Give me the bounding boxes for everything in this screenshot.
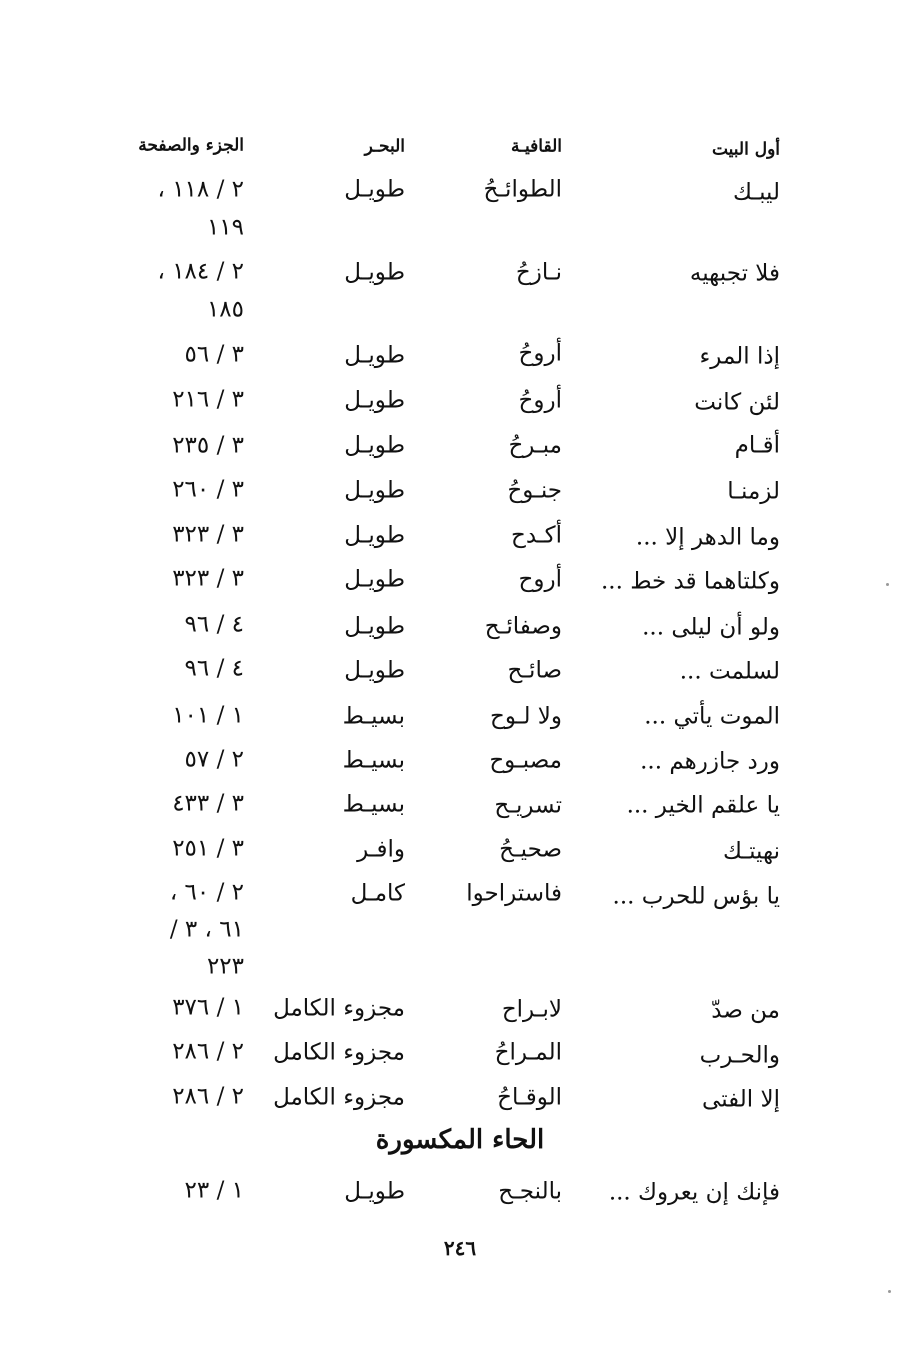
- row-first-verse: وما الدهر إلا ...: [635, 524, 780, 551]
- row-meter: طويـل: [344, 432, 405, 459]
- row-meter: طويـل: [344, 522, 405, 549]
- row-first-verse: لئن كانت: [694, 389, 780, 416]
- row-first-verse: ليبـك: [732, 179, 780, 206]
- row-meter: طويـل: [344, 657, 405, 684]
- row-rhyme: صحيـحُ: [499, 836, 562, 863]
- row-rhyme: مصبـوح: [489, 747, 562, 774]
- row-first-verse: نهيتـك: [722, 838, 780, 865]
- row-reference: ١ / ٢٣: [184, 1177, 244, 1204]
- row-rhyme: أكـدح: [511, 522, 562, 549]
- row-reference: ٢ / ٦٠ ،: [169, 879, 244, 906]
- row-rhyme: أروحُ: [518, 387, 562, 414]
- row-meter: طويـل: [344, 566, 405, 593]
- row-rhyme: تسريـح: [494, 792, 562, 819]
- row-rhyme: فاستراحوا: [466, 880, 562, 907]
- row-meter: طويـل: [344, 259, 405, 286]
- row-first-verse: إلا الفتى: [702, 1086, 780, 1113]
- header-rhyme: القافيـة: [510, 136, 562, 157]
- row-first-verse: من صدّ: [711, 997, 780, 1024]
- row-meter: طويـل: [344, 342, 405, 369]
- scan-speck: [888, 1290, 891, 1293]
- row-rhyme: لابـراح: [501, 996, 562, 1023]
- row-reference: ٢ / ٢٨٦: [172, 1083, 244, 1110]
- row-first-verse: ورد جازرهم ...: [640, 748, 780, 775]
- row-reference: ٣ / ٢١٦: [172, 386, 244, 413]
- row-first-verse: وكلتاهما قد خط ...: [600, 568, 780, 595]
- row-meter: طويـل: [344, 477, 405, 504]
- row-reference: ٢ / ٢٨٦: [172, 1038, 244, 1065]
- row-meter: مجزوء الكامل: [273, 1039, 405, 1066]
- row-reference-cont: ١١٩: [206, 214, 244, 241]
- row-rhyme: أروح: [518, 566, 562, 593]
- row-reference-cont: ١٨٥: [206, 296, 244, 323]
- row-first-verse: والحـرب: [699, 1042, 780, 1069]
- header-first-verse: أول البيت: [711, 139, 780, 160]
- row-reference: ٢ / ١٨٤ ،: [157, 258, 244, 285]
- row-first-verse: لسلمت ...: [679, 658, 780, 685]
- row-rhyme: ولا لـوح: [489, 703, 562, 730]
- row-rhyme: صائـح: [507, 657, 562, 684]
- row-meter: مجزوء الكامل: [273, 995, 405, 1022]
- row-first-verse: إذا المرء: [699, 343, 780, 370]
- row-first-verse: الموت يأتي ...: [644, 703, 780, 730]
- row-rhyme: الوقـاحُ: [497, 1084, 562, 1111]
- row-rhyme: بالنجـح: [498, 1178, 562, 1205]
- row-reference-cont: ٦١ ، ٣ /: [169, 916, 244, 943]
- row-meter: مجزوء الكامل: [273, 1084, 405, 1111]
- row-rhyme: الطوائـحُ: [483, 176, 562, 203]
- row-rhyme: جنـوحُ: [507, 477, 562, 504]
- row-reference: ٣ / ٥٦: [184, 341, 244, 368]
- row-first-verse: ولو أن ليلى ...: [642, 614, 780, 641]
- row-rhyme: مبـرحُ: [508, 432, 562, 459]
- header-volume-page: الجزء والصفحة: [138, 135, 244, 156]
- row-meter: طويـل: [344, 176, 405, 203]
- row-reference: ٣ / ٣٢٣: [172, 521, 244, 548]
- row-reference: ١ / ٣٧٦: [172, 994, 244, 1021]
- section-heading: الحاء المكسورة: [375, 1125, 545, 1155]
- row-first-verse: يا بؤس للحرب ...: [612, 883, 780, 910]
- row-meter: كامـل: [350, 880, 405, 907]
- row-meter: بسيـط: [342, 791, 405, 818]
- header-meter: البحـر: [364, 136, 405, 157]
- row-rhyme: المـراحُ: [494, 1039, 562, 1066]
- row-reference: ٣ / ٢٣٥: [172, 432, 244, 459]
- row-reference: ١ / ١٠١: [172, 702, 244, 729]
- row-reference: ٤ / ٩٦: [184, 611, 244, 638]
- row-first-verse: لزمنـا: [727, 478, 780, 505]
- row-reference: ٢ / ٥٧: [184, 746, 244, 773]
- row-meter: بسيـط: [342, 747, 405, 774]
- row-reference: ٣ / ٤٣٣: [172, 790, 244, 817]
- row-meter: طويـل: [344, 613, 405, 640]
- page-number: ٢٤٦: [443, 1236, 477, 1260]
- row-meter: طويـل: [344, 387, 405, 414]
- row-reference-cont: ٢٢٣: [206, 953, 244, 980]
- row-reference: ٤ / ٩٦: [184, 655, 244, 682]
- row-first-verse: فلا تجبهيه: [689, 260, 780, 287]
- row-reference: ٣ / ٣٢٣: [172, 565, 244, 592]
- row-first-verse: أقـام: [734, 432, 780, 459]
- row-reference: ٣ / ٢٦٠: [172, 476, 244, 503]
- row-meter: طويـل: [344, 1178, 405, 1205]
- row-reference: ٣ / ٢٥١: [172, 835, 244, 862]
- row-rhyme: وصفائـح: [484, 613, 562, 640]
- row-rhyme: أروحُ: [518, 340, 562, 367]
- row-meter: بسيـط: [342, 703, 405, 730]
- row-first-verse: فإنك إن يعروك ...: [608, 1179, 780, 1206]
- scan-speck: [886, 583, 889, 586]
- row-meter: وافـر: [357, 836, 405, 863]
- row-rhyme: نـازحُ: [515, 259, 562, 286]
- row-reference: ٢ / ١١٨ ،: [157, 176, 244, 203]
- row-first-verse: يا علقم الخير ...: [626, 792, 780, 819]
